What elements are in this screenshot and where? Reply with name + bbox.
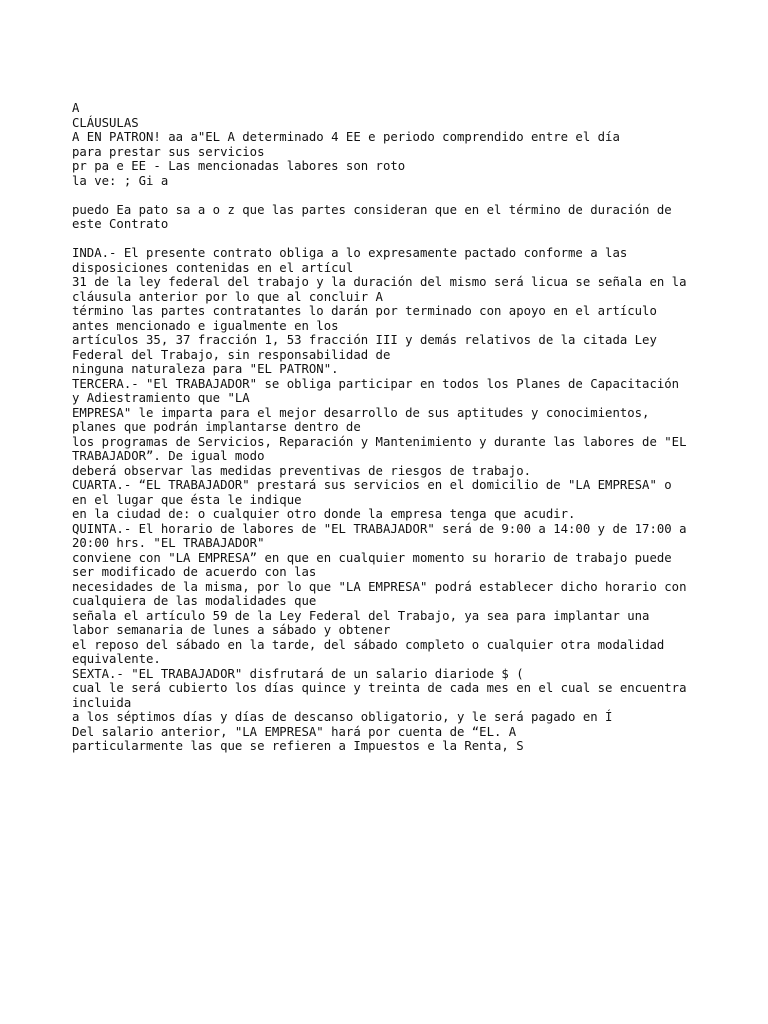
- text-line: equivalente.: [72, 652, 161, 666]
- text-line: este Contrato: [72, 217, 169, 231]
- text-line: cual le será cubierto los días quince y treinta de cada mes en el cual se encuentra: [72, 681, 687, 695]
- text-line: 31 de la ley federal del trabajo y la duración del mismo será licua se señala en la: [72, 275, 687, 289]
- text-line: para prestar sus servicios: [72, 144, 265, 159]
- text-line: incluida: [72, 695, 132, 710]
- text-line: SEXTA.- "EL TRABAJADOR" disfrutará de un salario diariode $ (: [72, 666, 524, 681]
- text-line: TERCERA.- "El TRABAJADOR" se obliga participar en todos los Planes de Capacitación: [72, 376, 680, 391]
- text-line: Federal del Trabajo, sin responsabilidad de: [72, 347, 391, 362]
- text-line: conviene con "LA EMPRESA” en que en cualquier momento su horario de trabajo puede: [72, 550, 672, 565]
- document-page: [72, 101, 712, 754]
- text-line: A EN PATRON! aa a"EL A determinado 4 EE e periodo comprendido entre el día: [72, 130, 620, 144]
- text-line: labor semanaria de lunes a sábado y obtener: [72, 623, 391, 637]
- text-line: cualquiera de las modalidades que: [72, 594, 317, 608]
- text-line: disposiciones contenidas en el artícul: [72, 260, 354, 275]
- text-line: en el lugar que ésta le indique: [72, 492, 302, 507]
- text-line: QUINTA.- El horario de labores de "EL TRABAJADOR" será de 9:00 a 14:00 y de 17:00 a: [72, 521, 687, 536]
- text-line: particularmente las que se refieren a Impuestos e la Renta, S: [72, 739, 524, 753]
- text-line: necesidades de la misma, por lo que "LA EMPRESA" podrá establecer dicho horario con: [72, 579, 687, 594]
- text-line: el reposo del sábado en la tarde, del sábado completo o cualquier otra modalidad: [72, 637, 665, 652]
- text-line: pr pa e EE - Las mencionadas labores son roto: [72, 159, 406, 173]
- text-line: INDA.- El presente contrato obliga a lo expresamente pactado conforme a las: [72, 246, 628, 260]
- text-line: deberá observar las medidas preventivas de riesgos de trabajo.: [72, 463, 532, 478]
- text-line: 20:00 hrs. "EL TRABAJADOR": [72, 536, 265, 550]
- text-line: puedo Ea pato sa a o z que las partes consideran que en el término de duración de: [72, 202, 672, 217]
- text-line: a los séptimos días y días de descanso obligatorio, y le será pagado en Í: [72, 710, 613, 724]
- text-line: A: [72, 101, 80, 115]
- text-line: en la ciudad de: o cualquier otro donde la empresa tenga que acudir.: [72, 507, 576, 521]
- text-line: la ve: ; Gi a: [72, 173, 169, 188]
- text-line: CLÁUSULAS: [72, 115, 139, 130]
- text-line: antes mencionado e igualmente en los: [72, 318, 339, 333]
- text-line: los programas de Servicios, Reparación y Mantenimiento y durante las labores de "EL: [72, 434, 687, 449]
- text-line: Del salario anterior, "LA EMPRESA" hará por cuenta de “EL. A: [72, 724, 517, 739]
- text-line: cláusula anterior por lo que al concluir A: [72, 289, 383, 304]
- text-line: ser modificado de acuerdo con las: [72, 565, 317, 579]
- blank-line: [72, 232, 712, 247]
- text-line: señala el artículo 59 de la Ley Federal del Trabajo, ya sea para implantar una: [72, 608, 650, 623]
- text-line: artículos 35, 37 fracción 1, 53 fracción III y demás relativos de la citada Ley: [72, 333, 657, 347]
- text-line: ninguna naturaleza para "EL PATRON".: [72, 362, 339, 376]
- text-line: CUARTA.- “EL TRABAJADOR" prestará sus servicios en el domicilio de "LA EMPRESA" o: [72, 478, 672, 492]
- text-line: planes que podrán implantarse dentro de: [72, 420, 361, 434]
- text-line: y Adiestramiento que "LA: [72, 391, 250, 405]
- blank-line: [72, 188, 712, 203]
- text-line: término las partes contratantes lo darán por terminado con apoyo en el artículo: [72, 304, 657, 318]
- text-line: EMPRESA" le imparta para el mejor desarrollo de sus aptitudes y conocimientos,: [72, 405, 650, 420]
- text-line: TRABAJADOR”. De igual modo: [72, 449, 265, 463]
